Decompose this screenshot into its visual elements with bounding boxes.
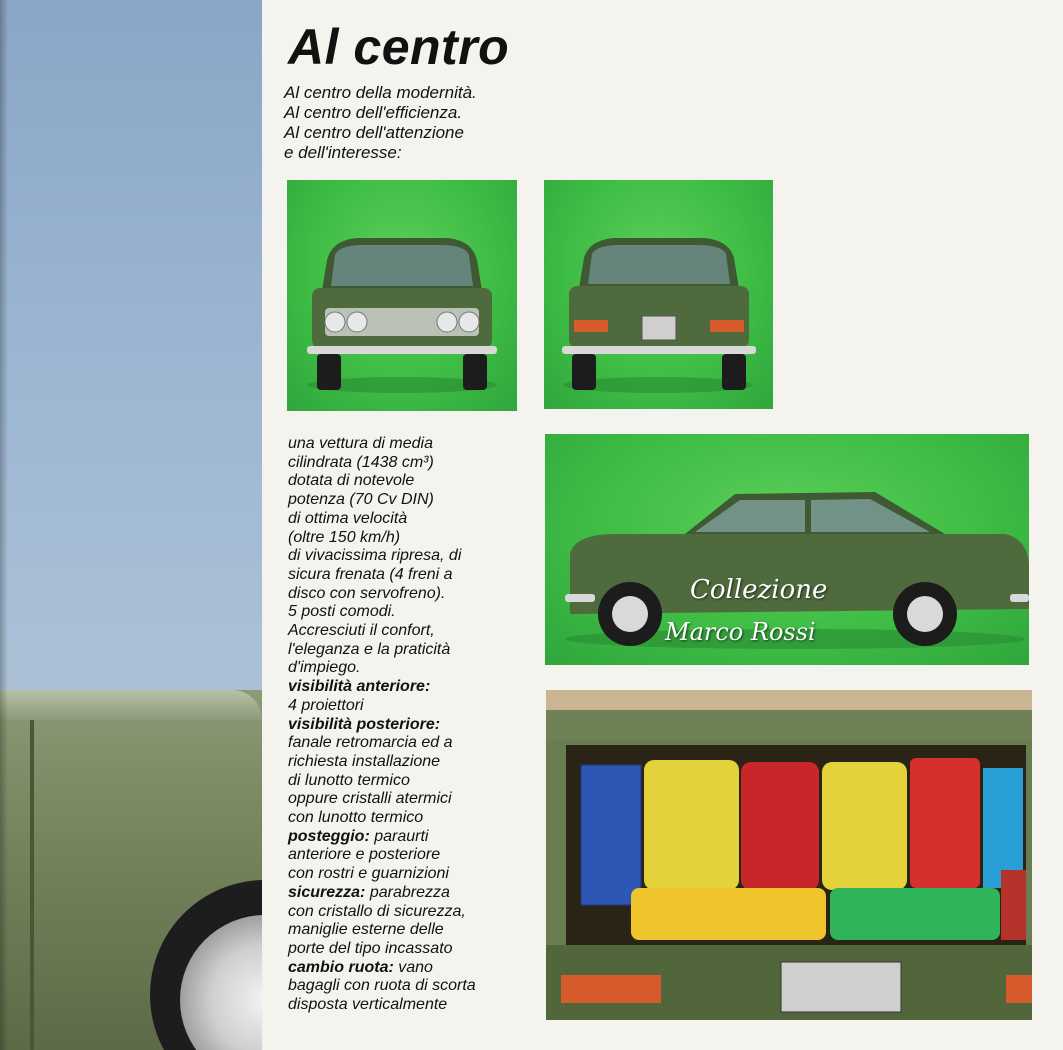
text-line: sicura frenata (4 freni a [288,565,453,583]
text-line: parabrezza [365,883,450,901]
rear-view-photo [544,180,773,409]
trunk-luggage-photo [546,690,1032,1020]
text-line: di lunotto termico [288,771,410,789]
text-line: paraurti [369,827,429,845]
text-line: anteriore e posteriore [288,846,441,864]
front-view-photo [287,180,517,411]
text-line: con lunotto termico [288,809,424,827]
watermark-line-2: Marco Rossi [665,618,816,646]
text-line: d'impiego. [288,659,361,677]
text-line: dotata di notevole [288,472,415,490]
text-line: con rostri e guarnizioni [288,865,449,883]
watermark-line-1: Collezione [690,575,828,605]
text-line: disposta verticalmente [288,996,448,1014]
text-line: di ottima velocità [288,509,408,527]
intro-text [284,83,477,163]
text-line: maniglie esterne delle [288,921,444,939]
intro-line: Al centro della modernità. [284,83,477,102]
feature-heading: cambio ruota: [288,958,394,976]
description-text [288,435,528,1015]
text-line: 4 proiettori [288,696,364,714]
text-line: una vettura di media [288,435,433,452]
page-fold-shadow [0,0,8,1050]
text-line: disco con servofreno). [288,584,446,602]
text-line: con cristallo di sicurezza, [288,902,466,920]
page-title: Al centro [288,19,510,75]
text-line: bagagli con ruota di scorta [288,977,476,995]
feature-heading: visibilità posteriore: [288,715,441,733]
feature-heading: posteggio: [288,827,370,845]
feature-heading: visibilità anteriore: [288,678,431,696]
text-line: cilindrata (1438 cm³) [288,453,434,471]
feature-heading: sicurezza: [288,883,366,901]
text-line: oppure cristalli atermici [288,790,452,808]
text-line: di vivacissima ripresa, di [288,547,462,565]
text-line: porte del tipo incassato [288,939,453,957]
intro-line: e dell'interesse: [284,143,402,162]
text-line: 5 posti comodi. [288,603,396,621]
text-line: potenza (70 Cv DIN) [288,491,434,509]
text-line: Accresciuti il confort, [288,622,435,640]
text-line: l'eleganza e la praticità [288,640,451,658]
text-line: vano [393,958,433,976]
text-line: richiesta installazione [288,752,441,770]
text-line: (oltre 150 km/h) [288,528,401,546]
text-line: fanale retromarcia ed a [288,734,453,752]
intro-line: Al centro dell'efficienza. [284,103,463,122]
left-car-photo [0,0,262,1050]
intro-line: Al centro dell'attenzione [284,123,464,142]
